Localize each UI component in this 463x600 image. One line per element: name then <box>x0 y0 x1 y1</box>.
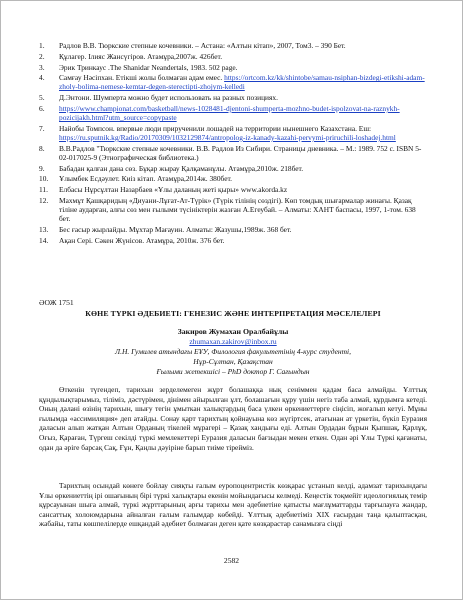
reference-item <box>39 196 427 223</box>
reference-item <box>39 236 427 245</box>
reference-number: 13. <box>39 224 49 234</box>
reference-number: 8. <box>39 143 45 153</box>
reference-item <box>39 174 427 183</box>
reference-item <box>39 73 427 91</box>
reference-link[interactable]: https://www.championat.com/basketball/news-1028481-djentoni-shumperta-mozhno-budet-ispolzovat-na-raznykh-pozicijakh.html?utm_source=copypaste <box>59 104 400 123</box>
reference-text: Елбасы Нұрсұлтан Назарбаев «Ұлы даланың жеті қыры» www.akorda.kz <box>59 185 288 195</box>
reference-item <box>39 52 427 61</box>
reference-number: 7. <box>39 123 45 133</box>
reference-number: 1. <box>39 41 45 50</box>
reference-item <box>39 63 427 72</box>
body-paragraph: Өткенін түгендеп, тарихын зерделемеген жұрт болашаққа нық сеніммен қадам баса алмайды. Ұлттық құндылықтарымыз, тіліміз, дәстүрімен, дінімен айырылған ұлт, болашағын құру үшін негіз таба алмай, құрдымға кетеді. Оның далані өзінің тарихын, шығу тегін ұмыткан халықтардың баса үлкен өркениеттерге сіңісіп, жоғалып кетуі. Мұны ғылымда «ассимиляция» деп атайды. Сонау қарт тарихтың қойнауына көз жүгіртсек, атағынан ат үркетін, бүкіл Еуразия даласын алып жатқан Алтын Орданың тікелей мұрагері – Қазақ хандығы еді. Алтын Ордадан бұрын Қыпшақ, Қарлұқ, Оғыз, Қараған, Түргеш секілді түркі мемлекеттері Еуразия даласын бағзыдан мекен еткен. Одан әрі Ұлы Түркі қағанаты, одан да әріге барсақ Сақ, Ғұн, Қаңлы дәуіріне барып тиіме тірейміз. <box>39 385 427 452</box>
reference-list <box>39 41 427 247</box>
affiliation-line-1: Л.Н. Гумилев атындағы ЕҰУ, Филология факультетінің 4-курс студенті, <box>114 347 352 356</box>
reference-text: Махмұт Қашқаридың «Диуани-Лұғат-Ат-Түрік» (Түрік тілінің сөздігі). Көп томдық шығармалар жинағы. Қазақ тіліне аударған, алғы сөз мен ғылыми түсініктерін жазған А.Егеубай. – Алматы: ХАНТ баспасы, 1997, 1-том. 638 бет. <box>59 195 416 224</box>
reference-number: 4. <box>39 73 45 83</box>
reference-text: Бес ғасыр жырлайды. Мұхтар Мағауин. Алматы: Жазушы,1989ж. 368 бет. <box>59 224 292 234</box>
reference-number: 9. <box>39 163 45 173</box>
reference-number: 5. <box>39 93 45 103</box>
reference-text: Самғау Нәсіпхан. Етікші жолы болмаған адам емес. <box>59 73 223 83</box>
supervisor-line: Ғылыми жетекшісі – PhD доктор Г. Сағындын <box>156 367 310 376</box>
reference-number: 11. <box>39 185 48 195</box>
reference-number: 10. <box>39 174 49 184</box>
author-name: Закиров Жумахан Оралбайұлы <box>177 327 289 336</box>
reference-number: 12. <box>39 195 49 205</box>
reference-link[interactable]: https://ru.sputnik.kg/Radio/20170309/1032129874/antropolog-iz-kanady-kazahi-pervymi-priruchili-loshadej.html <box>59 132 396 142</box>
page-number: 2582 <box>223 556 240 565</box>
affiliation-line-2: Нұр-Сұлтан, Қазақстан <box>193 357 273 366</box>
reference-link[interactable]: https://ortcom.kz/kk/shintobe/samau-nsiphan-bizdegi-etikshi-adam-zholy-bolima-nemese-kemtar-degen-sterectipti-zhojym-kelledi <box>59 73 425 92</box>
reference-text: Ұлымбек Есдәулет. Киіз кітап. Атамұра,2014ж. 380бет. <box>59 174 232 184</box>
reference-text: Бабадан қалған дана сөз. Бұқар жырау Қалқаманұлы. Атамұра,2010ж. 218бет. <box>59 163 304 173</box>
reference-text: Д.Энтони. Шумперта можно будет использовать на разных позициях. <box>59 93 278 103</box>
reference-number: 14. <box>39 235 49 245</box>
reference-number: 2. <box>39 51 45 61</box>
reference-item <box>39 185 427 194</box>
body-paragraph: Тарихтың осындай көнеге бойлау сияқты ғалым еуропоцентристік көзқарас ұстанып келді, адамзат тарихындағы Ұлы өркениеттің ірі ошағының бірі түркі халықтары екенін мойындағысы келмеді. Кеңестік тоқмейіт идеологиялық темір құрсауынан шыға алмай, түркі жұрттарының арғы тарихы мен әдебиетіне қатысты мағлұматтарды тарғылауға жандар, сансаттық холоюмдарына айналған ғалым ғалымдар көбейді. Ұлттық әдебиетіміз XIX ғасырдан таңа қалыптасқан, жабайы, таты көшпелілерде ешқандай әдебиет болмаған деген қате көзқарастар санамызға сіңді <box>39 481 427 529</box>
reference-text: Радлов В.В. Тюркские степные кочевники. – Астана: «Алтын кітап», 2007, Том3. – 390 Бет. <box>59 41 346 50</box>
reference-text: Ақан Сері. Сәкен Жүнісов. Атамұра, 2010ж. 376 бет. <box>59 235 225 245</box>
reference-item <box>39 124 427 142</box>
reference-item <box>39 93 427 102</box>
reference-text: В.В.Радлов "Тюркские степные кочевники. В.В. Радлов Из Сибири. Страницы дневника. – М.: 1989. 752 с. ISBN 5-02-017025-9 (Этнографическая библиотека.) <box>59 143 422 162</box>
reference-item <box>39 104 427 122</box>
reference-text: Эрик Тринкаус .The Shanidar Neandertals, 1983. 502 page. <box>59 62 238 72</box>
reference-number: 3. <box>39 62 45 72</box>
reference-item <box>39 144 427 162</box>
reference-number: 6. <box>39 104 45 113</box>
udk-code: ӘОЖ 1751 <box>39 298 74 307</box>
reference-item <box>39 41 427 50</box>
reference-item <box>39 225 427 234</box>
article-title: КӨНЕ ТҮРКІ ӘДЕБИЕТІ: ГЕНЕЗИС ЖӘНЕ ИНТЕРПРЕТАЦИЯ МӘСЕЛЕЛЕРІ <box>85 309 381 318</box>
reference-text: Найобы Томпсон. впервые люди прирученили лошадей на территории нынешнего Казахстана. Еш: <box>59 123 372 133</box>
reference-item <box>39 164 427 173</box>
reference-text: Құлагер. Ілияс Жансүгіров. Атамұра,2007ж. 426бет. <box>59 51 223 61</box>
author-email-link[interactable]: zhumaxan.zakirov@inbox.ru <box>189 337 277 346</box>
